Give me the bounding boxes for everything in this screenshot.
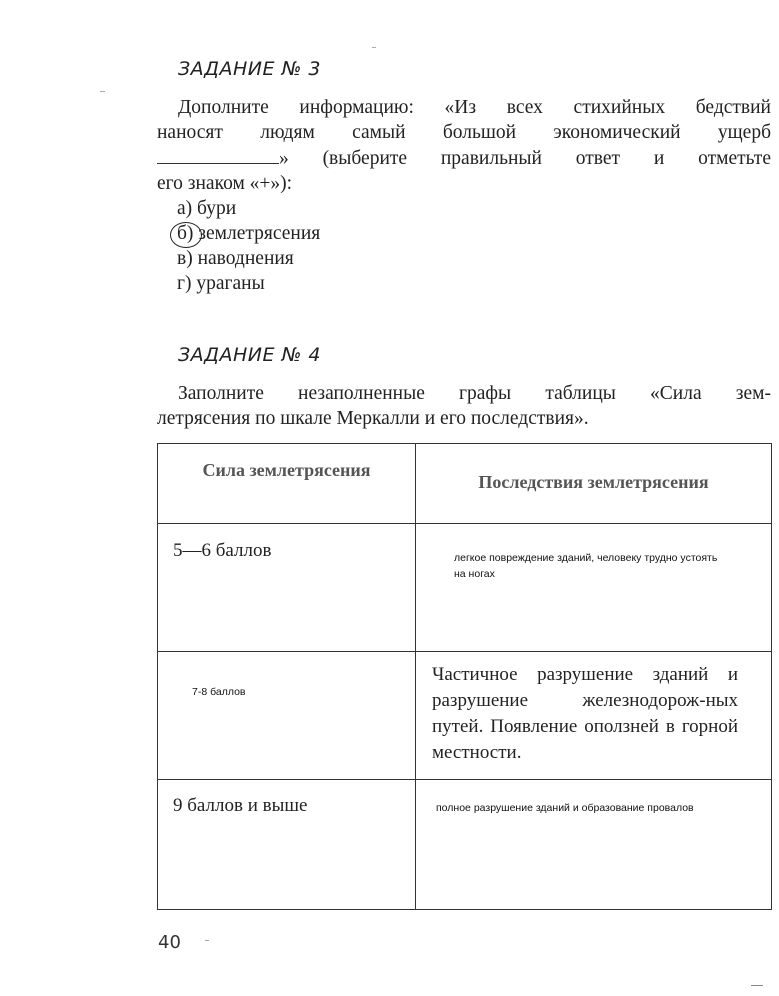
table-row <box>158 652 772 780</box>
task4-title: ЗАДАНИЕ № 4 <box>178 344 321 366</box>
col2-header: Последствия землетрясения <box>478 472 709 492</box>
effect-cell[interactable] <box>416 524 772 652</box>
task3-option-b[interactable]: б) землетрясения <box>177 223 321 244</box>
selected-answer-circle <box>170 222 202 248</box>
merkalli-table <box>157 443 772 910</box>
task4-line-2: летрясения по шкале Меркалли и его последствия». <box>157 408 589 429</box>
effect-cell <box>416 652 772 780</box>
task3-option-a[interactable]: а) бури <box>177 198 237 219</box>
scan-speck <box>372 47 376 48</box>
scan-speck <box>751 985 763 986</box>
table-row <box>158 780 772 910</box>
task3-line-1: Дополните информацию: «Из всех стихийных бедствий <box>178 97 771 118</box>
scan-speck <box>205 940 209 941</box>
handwritten-answer: полное разрушение зданий и образование провалов <box>436 802 694 814</box>
task3-option-d[interactable]: г) ураганы <box>177 273 265 294</box>
task3-line-3-text: » (выберите правильный ответ и отметьте <box>279 148 771 169</box>
table-header-row <box>158 444 772 524</box>
task3-line-3 <box>157 145 771 171</box>
page-number: 40 <box>158 932 181 953</box>
task3-line-4: его знаком «+»): <box>157 173 293 194</box>
handwritten-answer: легкое повреждение зданий, человеку трудно устоять на ногах <box>454 552 718 580</box>
task4-line-1: Заполните незаполненные графы таблицы «Сила зем- <box>178 383 771 404</box>
task4-instruction <box>157 381 771 431</box>
strength-value: 9 баллов и выше <box>173 795 308 816</box>
strength-cell[interactable] <box>158 652 416 780</box>
task3-option-c[interactable]: в) наводнения <box>177 248 294 269</box>
task3-line-2: наносят людям самый большой экономический ущерб <box>157 122 771 143</box>
handwritten-answer: 7-8 баллов <box>192 686 246 698</box>
task3-title: ЗАДАНИЕ № 3 <box>178 58 321 80</box>
effect-value: Частичное разрушение зданий и разрушение железнодорож-ных путей. Появление оползней в горной местности. <box>432 664 738 763</box>
strength-cell <box>158 780 416 910</box>
header-cell-strength <box>158 444 416 524</box>
effect-cell[interactable] <box>416 780 772 910</box>
strength-value: 5—6 баллов <box>173 540 272 561</box>
answer-blank[interactable] <box>157 145 279 164</box>
table-row <box>158 524 772 652</box>
header-cell-effects <box>416 444 772 524</box>
task3-question <box>157 95 771 196</box>
strength-cell <box>158 524 416 652</box>
scan-speck <box>100 91 105 92</box>
col1-header: Сила землетрясения <box>202 460 371 480</box>
